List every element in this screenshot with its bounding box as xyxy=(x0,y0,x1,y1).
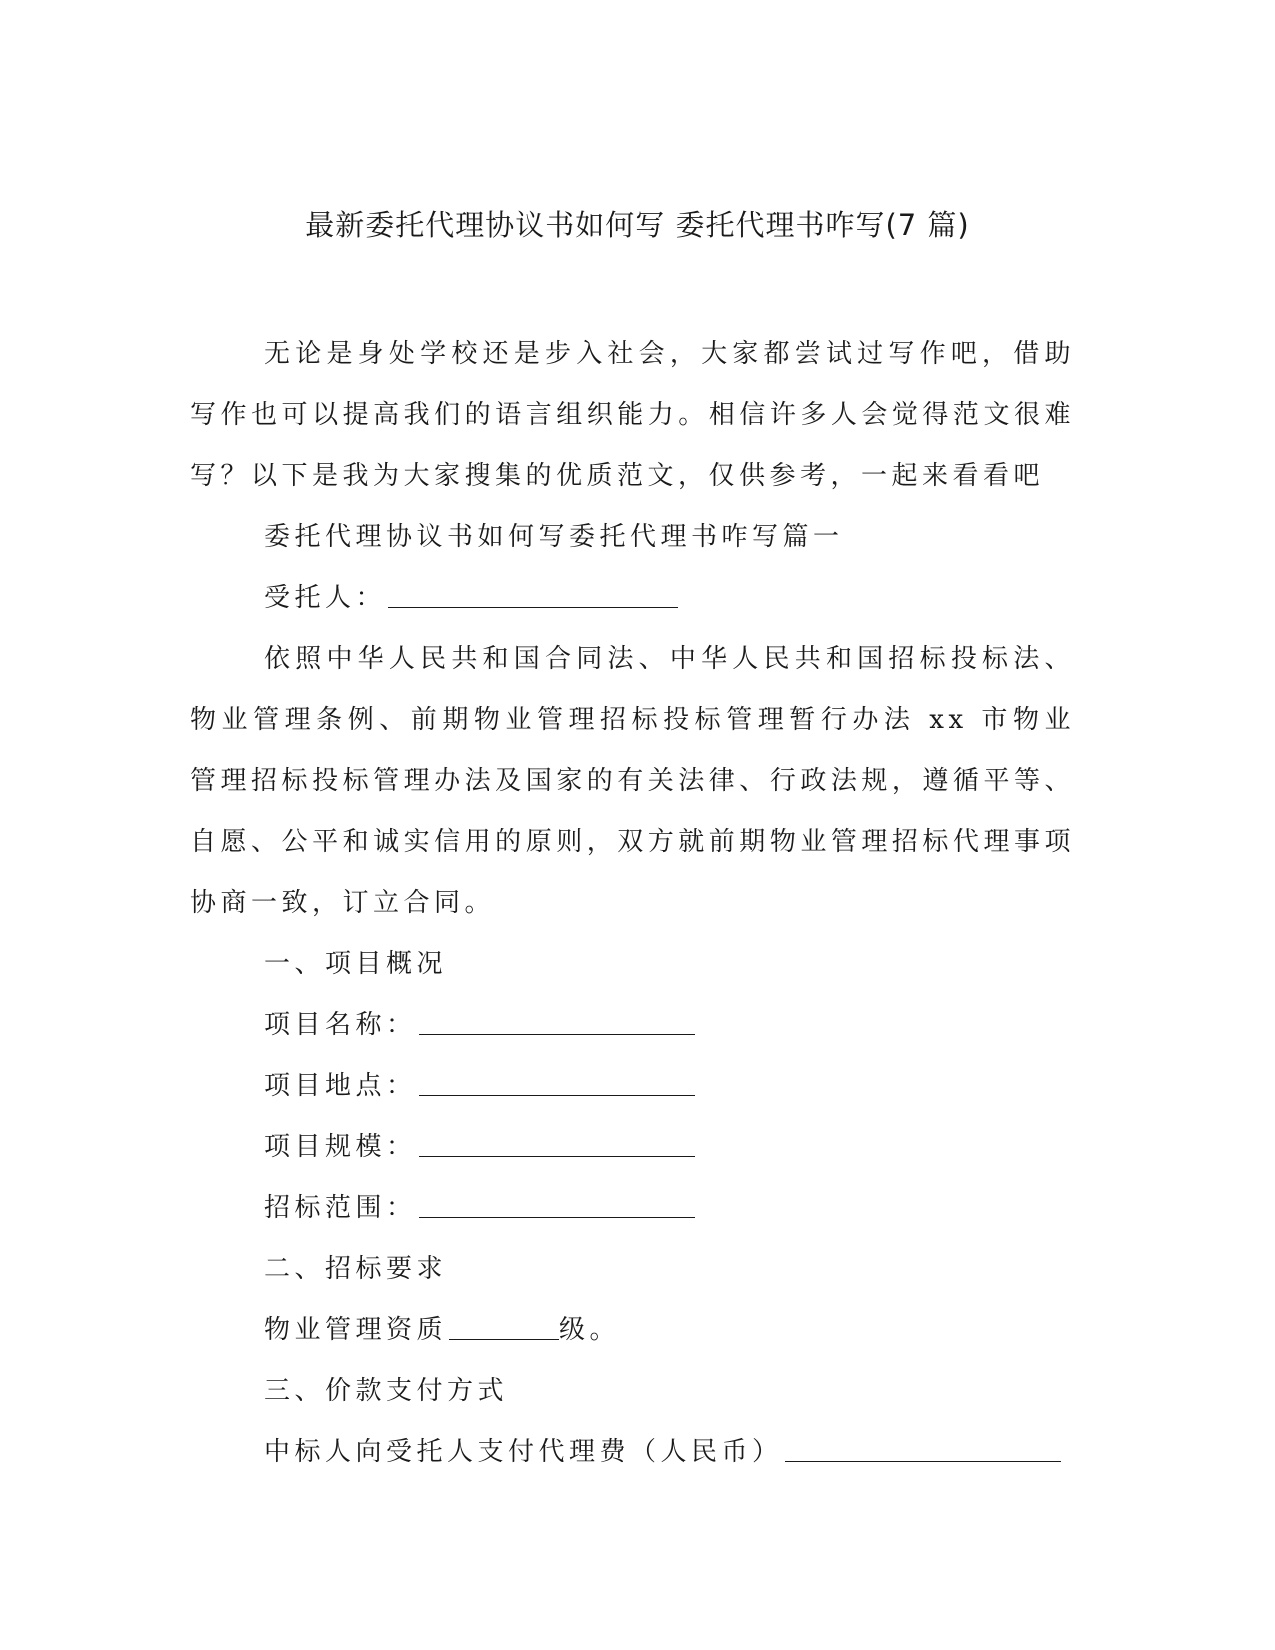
trustee-blank xyxy=(388,583,678,608)
qualification-blank xyxy=(449,1315,559,1340)
project-scale-line xyxy=(190,1117,1075,1178)
project-location-label: 项目地点： xyxy=(264,1071,417,1101)
qualification-suffix: 级。 xyxy=(559,1315,621,1345)
fee-label: 中标人向受托人支付代理费（人民币） xyxy=(264,1437,783,1467)
part1-heading: 一、项目概况 xyxy=(264,949,448,979)
basis-paragraph: 依照中华人民共和国合同法、中华人民共和国招标投标法、物业管理条例、前期物业管理招标投标管理暂行办法 xx 市物业管理招标投标管理办法及国家的有关法律、行政法规，遵循平等、自愿、公平和诚实信用的原则，双方就前期物业管理招标代理事项协商一致，订立合同。 xyxy=(190,644,1075,918)
part3-heading: 三、价款支付方式 xyxy=(264,1376,509,1406)
project-name-label: 项目名称： xyxy=(264,1010,417,1040)
project-name-line xyxy=(190,995,1075,1056)
qualification-line xyxy=(190,1300,1075,1361)
tender-scope-blank xyxy=(419,1193,695,1218)
project-scale-label: 项目规模： xyxy=(264,1132,417,1162)
tender-scope-line xyxy=(190,1178,1075,1239)
project-name-blank xyxy=(419,1010,695,1035)
trustee-line xyxy=(190,568,1075,629)
trustee-label: 受托人： xyxy=(264,583,387,613)
intro-paragraph: 无论是身处学校还是步入社会，大家都尝试过写作吧，借助写作也可以提高我们的语言组织能力。相信许多人会觉得范文很难写？以下是我为大家搜集的优质范文，仅供参考，一起来看看吧 xyxy=(190,339,1075,491)
project-location-line xyxy=(190,1056,1075,1117)
document-title: 最新委托代理协议书如何写 委托代理书咋写(7 篇) xyxy=(305,208,970,242)
project-location-blank xyxy=(419,1071,695,1096)
fee-blank xyxy=(785,1437,1061,1462)
tender-scope-label: 招标范围： xyxy=(264,1193,417,1223)
section-heading: 委托代理协议书如何写委托代理书咋写篇一 xyxy=(264,522,844,552)
part2-heading: 二、招标要求 xyxy=(264,1254,448,1284)
fee-line xyxy=(190,1422,1075,1483)
project-scale-blank xyxy=(419,1132,695,1157)
qualification-prefix: 物业管理资质 xyxy=(264,1315,448,1345)
document-body xyxy=(190,324,1075,1483)
